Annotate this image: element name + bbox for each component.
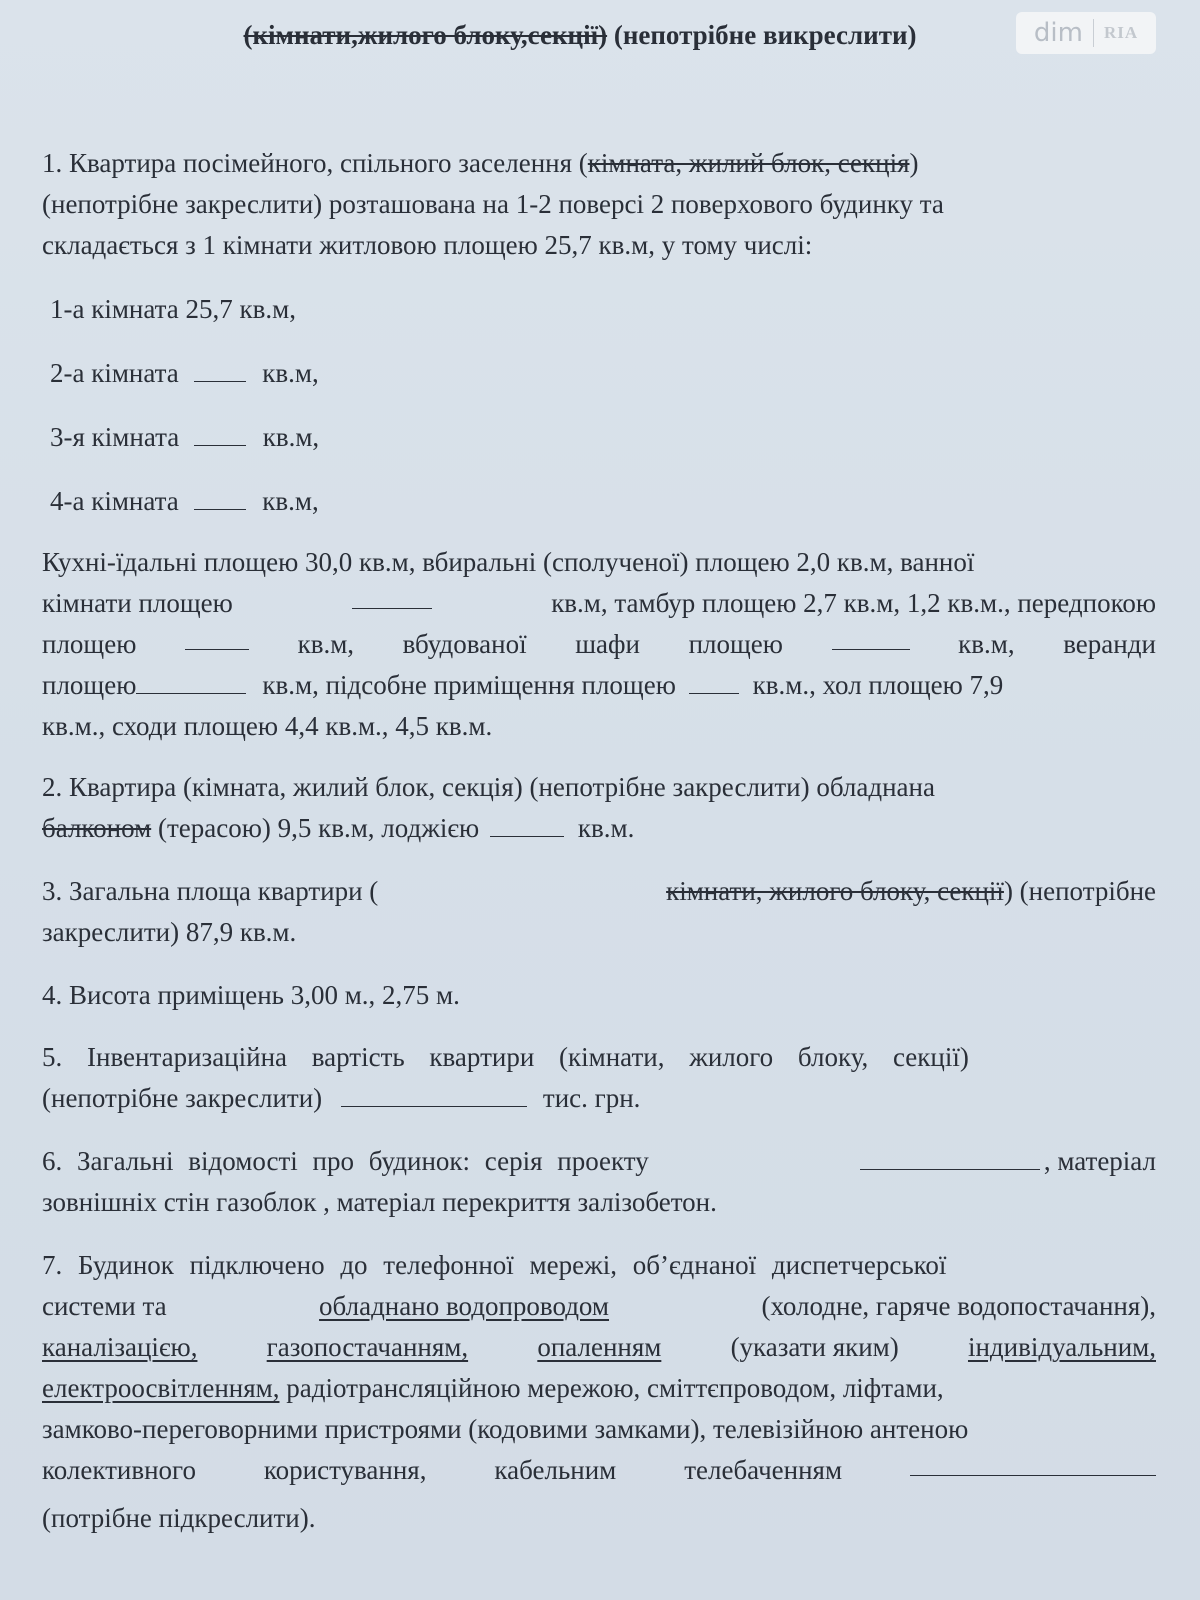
kitchen-line4-c: кв.м., хол площею 7,9 [752,670,1004,700]
p1-line1 [42,146,1156,180]
watermark-ria-logo: RIA [1103,23,1139,42]
header-text: (непотрібне викреслити) [607,20,917,50]
kitchen-line4 [42,668,1156,702]
p1-line2: (непотрібне закреслити) розташована на 1-2 поверсі 2 поверхового будинку та [42,189,944,219]
project-series-blank [860,1147,1040,1170]
p7-line3 [42,1330,1156,1364]
cable-tv-blank [910,1453,1156,1476]
bathroom-area-blank [352,586,432,609]
p3-line2: закреслити) 87,9 кв.м. [42,917,297,947]
room-2 [50,356,1156,390]
p1-line1-struck: кімната, жилий блок, секція [587,148,910,178]
p1-line3: складається з 1 кімнати житловою площею 25,7 кв.м, у тому числі: [42,230,813,260]
room-4 [50,484,1156,518]
room-3-unit: кв.м, [262,422,320,452]
p5-line2-b: тис. грн. [542,1083,641,1113]
inventory-value-blank [341,1084,527,1107]
p6-line1-a: 6. Загальні відомості про будинок: серія проекту [42,1146,649,1176]
kitchen-line5: кв.м., сходи площею 4,4 кв.м., 4,5 кв.м. [42,711,493,741]
kitchen-line3 [42,627,1156,661]
watermark-dim: dim [1033,18,1083,48]
p4-line1: 4. Висота приміщень 3,00 м., 2,75 м. [42,980,460,1010]
p7-electric-underlined: електроосвітленням, [42,1373,280,1403]
kitchen-line2-b: кв.м, тамбур площею 2,7 кв.м, 1,2 кв.м., передпокою [551,588,1156,618]
kitchen-line2-a: кімнати площею [42,588,233,618]
p1-line1-end: ) [909,148,919,178]
p5-line1 [42,1040,1156,1074]
p7-line2 [42,1289,1156,1323]
kitchen-line1: Кухні-їдальні площею 30,0 кв.м, вбиральні (сполученої) площею 2,0 кв.м, ванної [42,547,975,577]
p5-line2 [42,1081,1156,1115]
p7-heating-underlined: опаленням [537,1332,662,1362]
p6-line1-b: , матеріал [1043,1146,1156,1176]
p1-line1-start: 1. Квартира посімейного, спільного заселення ( [42,148,588,178]
kitchen-line4-a: площею [42,670,137,700]
room-2-unit: кв.м, [262,358,319,388]
p7-water-underlined: обладнано водопроводом [319,1291,610,1321]
p7-sewer-underlined: каналізацією, [42,1332,198,1362]
room-4-blank [194,487,246,510]
kitchen-line4-b: кв.м, підсобне приміщення площею [262,670,676,700]
kitchen-line3-c: вбудованої [402,629,527,659]
p2-line2 [42,811,1156,845]
p7-line4-b: радіотрансляційною мережою, сміттєпроводом, ліфтами, [279,1373,944,1403]
utility-area-blank [689,671,739,694]
p2-line2-b: кв.м. [577,813,635,843]
p5-line1-text: 5. Інвентаризаційна вартість квартири (кімнати, жилого блоку, секції) [42,1042,969,1072]
p7-line5: замково-переговорними пристроями (кодовими замками), телевізійною антеною [42,1414,969,1444]
p6-line1 [42,1144,1156,1178]
room-3-label: 3-я кімната [50,422,180,452]
p6-line2: зовнішніх стін газоблок , матеріал перекриття залізобетон. [42,1187,717,1217]
p7-line6-a: колективного [42,1455,196,1485]
p5-line2-a: (непотрібне закреслити) [42,1083,323,1113]
p7-line6 [42,1453,1156,1487]
kitchen-line3-a: площею [42,629,137,659]
room-4-label: 4-а кімната [50,486,179,516]
kitchen-line3-b: кв.м, [297,629,355,659]
p3-line1 [42,874,1156,908]
room-2-label: 2-а кімната [50,358,179,388]
room-1: 1-а кімната 25,7 кв.м, [50,294,296,324]
kitchen-line3-d: шафи [575,629,640,659]
kitchen-line3-e: площею [688,629,783,659]
room-3 [50,420,1156,454]
p7-line1 [42,1248,1156,1282]
p7-line2-b: (холодне, гаряче водопостачання), [761,1291,1156,1321]
kitchen-line3-f: кв.м, [958,629,1015,659]
room-4-unit: кв.м, [262,486,319,516]
loggia-area-blank [490,814,564,837]
p7-line1-text: 7. Будинок підключено до телефонної мережі, об’єднаної диспетчерської [42,1250,947,1280]
p3-line1-a: 3. Загальна площа квартири ( [42,876,379,906]
room-3-blank [194,423,246,446]
room-2-blank [194,359,246,382]
closet-area-blank [832,627,910,650]
p7-individual-underlined: індивідуальним, [967,1332,1156,1362]
p7-line6-d: телебаченням [684,1455,843,1485]
p7-line2-a: системи та [42,1291,167,1321]
header-struck-text: (кімнати,жилого блоку,секції) [243,20,608,50]
p7-line6-b: користування, [263,1455,427,1485]
p3-line1-struck: кімнати, жилого блоку, секції [666,876,1004,906]
p2-line2-a: (терасою) 9,5 кв.м, лоджією [151,813,480,843]
document-header [0,18,1200,52]
p7-gas-underlined: газопостачанням, [266,1332,469,1362]
p7-line7: (потрібне підкреслити). [42,1503,316,1533]
hallway-area-blank [185,627,249,650]
p2-balcony-struck: балконом [42,813,152,843]
kitchen-line2 [42,586,1156,620]
p2-line1: 2. Квартира (кімната, жилий блок, секція) (непотрібне закреслити) обладнана [42,772,935,802]
kitchen-line3-g: веранди [1063,629,1156,659]
p7-line3-b: (указати яким) [730,1332,899,1362]
p3-line1-b: ) (непотрібне [1003,876,1156,906]
p7-line4 [42,1371,1156,1405]
p7-line6-c: кабельним [494,1455,617,1485]
veranda-area-blank [136,671,246,694]
